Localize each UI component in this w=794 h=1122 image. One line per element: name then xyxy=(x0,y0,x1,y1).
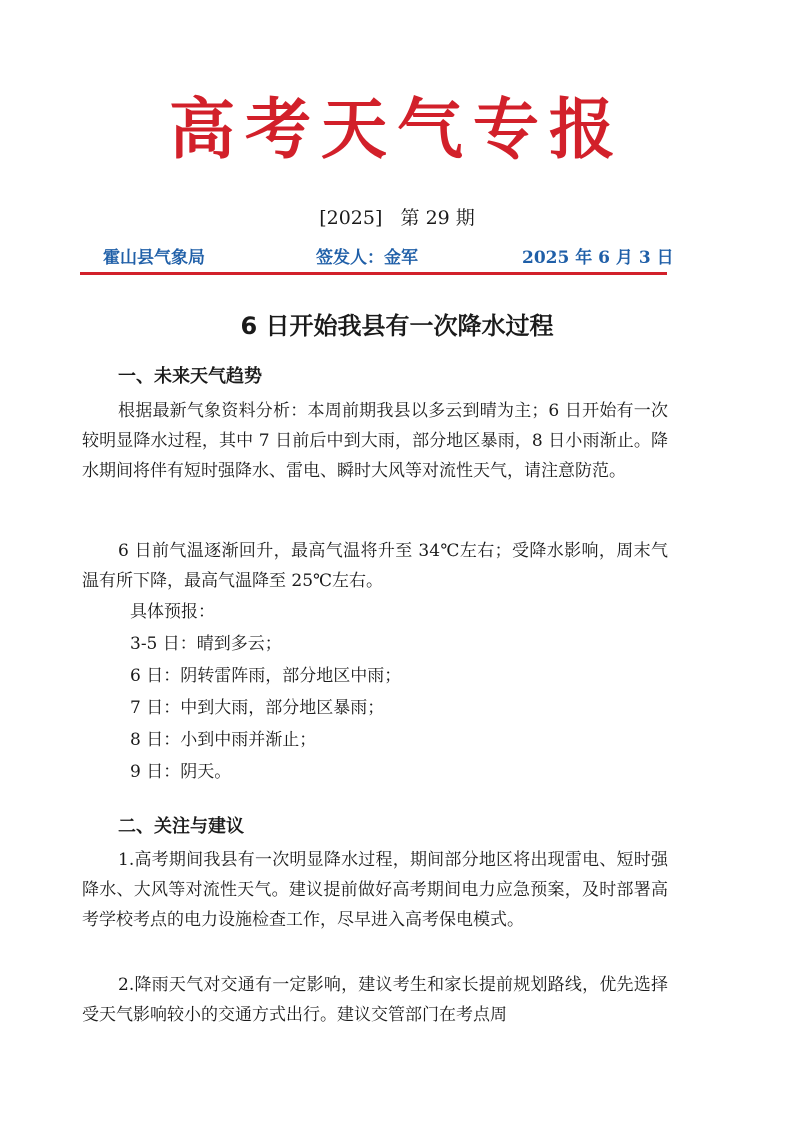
issue-date: 2025 年 6 月 3 日 xyxy=(522,248,674,268)
section-heading-advice: 二、关注与建议 xyxy=(118,816,244,837)
report-title: 6 日开始我县有一次降水过程 xyxy=(240,312,554,340)
trend-paragraph-1: 根据最新气象资料分析：本周前期我县以多云到晴为主；6 日开始有一次较明显降水过程，其中 7 日前后中到大雨，部分地区暴雨，8 日小雨渐止。降水期间将伴有短时强降水、雷电、瞬时大风等对流性天气，请注意防范。 xyxy=(82,401,668,481)
section-heading-trend: 一、未来天气趋势 xyxy=(118,366,262,387)
advice-paragraph-2: 2.降雨天气对交通有一定影响，建议考生和家长提前规划路线，优先选择受天气影响较小的交通方式出行。建议交管部门在考点周 xyxy=(82,975,668,1025)
forecast-item: 3-5 日：晴到多云； xyxy=(130,634,282,654)
signer: 签发人：金军 xyxy=(316,248,418,268)
issue-number xyxy=(0,209,794,228)
forecast-item: 7 日：中到大雨，部分地区暴雨； xyxy=(130,698,385,718)
trend-paragraph-2: 6 日前气温逐渐回升，最高气温将升至 34℃左右；受降水影响，周末气温有所下降，最高气温降至 25℃左右。 xyxy=(82,541,668,591)
forecast-item: 8 日：小到中雨并渐止； xyxy=(130,730,317,750)
advice-paragraph-1: 1.高考期间我县有一次明显降水过程，期间部分地区将出现雷电、短时强降水、大风等对流性天气。建议提前做好高考期间电力应急预案，及时部署高考学校考点的电力设施检查工作，尽早进入高考保电模式。 xyxy=(82,850,668,930)
issuing-organization: 霍山县气象局 xyxy=(103,248,205,268)
header-divider xyxy=(80,272,667,275)
forecast-label: 具体预报： xyxy=(130,602,215,622)
forecast-item: 9 日：阴天。 xyxy=(130,762,232,782)
forecast-item: 6 日：阴转雷阵雨，部分地区中雨； xyxy=(130,666,402,686)
masthead-title: 高考天气专报 xyxy=(169,90,625,168)
issue-no: 第 29 期 xyxy=(400,207,475,229)
issue-year: [2025] xyxy=(319,207,383,229)
